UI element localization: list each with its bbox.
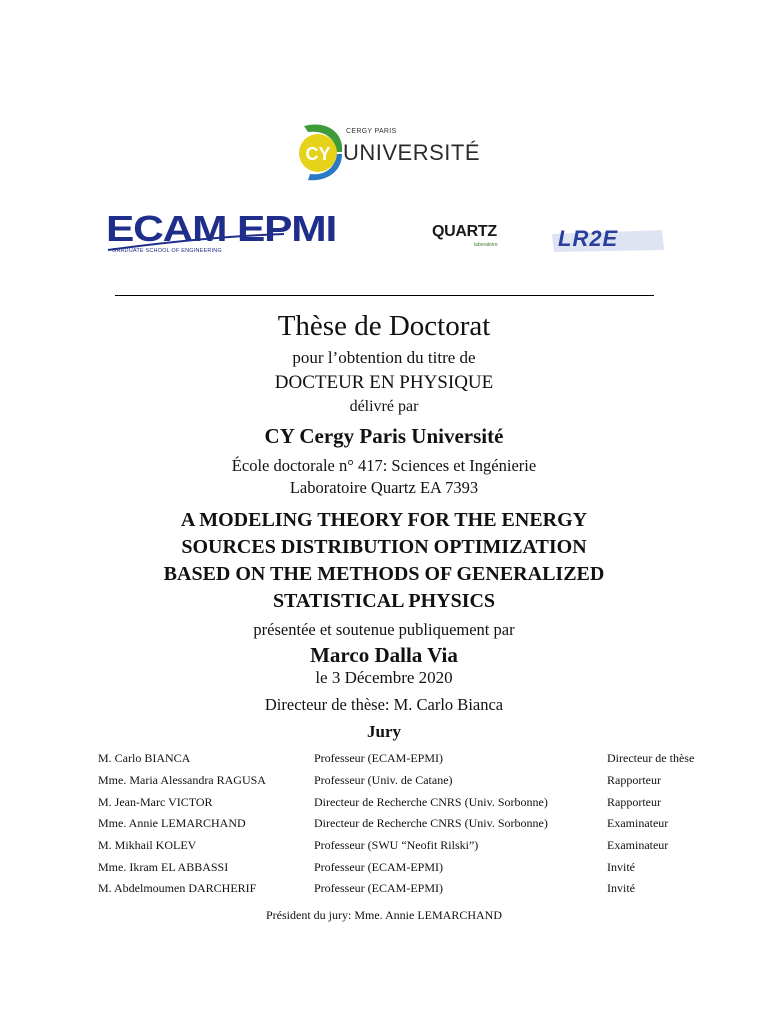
cy-brand-caption: CERGY PARIS — [346, 128, 397, 135]
svg-text:CY: CY — [305, 144, 331, 164]
thesis-director: Directeur de thèse: M. Carlo Bianca — [264, 695, 504, 714]
ecam-epmi-logo — [106, 206, 382, 260]
thesis-title-line: SOURCES DISTRIBUTION OPTIMIZATION — [181, 536, 587, 558]
presented-by: présentée et soutenue publiquement par — [253, 620, 515, 639]
jury-member-title: Professeur (SWU “Neofit Rilski”) — [314, 838, 479, 853]
quartz-logo — [432, 222, 512, 252]
degree-intro: pour l’obtention du titre de — [292, 348, 476, 367]
cy-brand-wordmark: UNIVERSITÉ — [343, 140, 481, 165]
jury-table — [98, 748, 738, 900]
degree-name: DOCTEUR EN PHYSIQUE — [274, 372, 494, 393]
jury-member-name: M. Mikhail KOLEV — [98, 838, 197, 853]
table-row — [98, 791, 738, 813]
jury-member-role: Examinateur — [607, 838, 669, 853]
ecam-wordmark: ECAM EPMI — [106, 208, 337, 249]
jury-member-role: Rapporteur — [607, 794, 661, 809]
jury-member-role: Directeur de thèse — [607, 751, 695, 766]
author-name: Marco Dalla Via — [310, 643, 458, 667]
table-row — [98, 813, 738, 835]
cy-university-logo — [296, 122, 481, 184]
university-name: CY Cergy Paris Université — [264, 424, 504, 448]
thesis-title — [0, 507, 768, 615]
quartz-wordmark: QUARTZ — [432, 223, 497, 240]
jury-member-name: M. Carlo BIANCA — [98, 751, 191, 766]
lr2e-wordmark: LR2E — [558, 226, 619, 251]
page-title: Thèse de Doctorat — [277, 310, 491, 342]
jury-president: Président du jury: Mme. Annie LEMARCHAND — [266, 908, 502, 922]
jury-member-name: Mme. Ikram EL ABBASSI — [98, 859, 229, 874]
table-row — [98, 770, 738, 792]
jury-member-name: Mme. Annie LEMARCHAND — [98, 816, 246, 831]
thesis-title-line: BASED ON THE METHODS OF GENERALIZED — [163, 563, 605, 585]
jury-member-name: M. Jean-Marc VICTOR — [98, 794, 213, 809]
jury-member-title: Professeur (ECAM-EPMI) — [314, 881, 443, 896]
cy-mark-icon — [296, 122, 346, 184]
delivered-by: délivré par — [349, 398, 419, 415]
table-row — [98, 878, 738, 900]
lr2e-logo — [552, 226, 668, 254]
table-row — [98, 856, 738, 878]
header-divider — [115, 295, 654, 296]
jury-member-role: Rapporteur — [607, 773, 661, 788]
jury-member-title: Professeur (ECAM-EPMI) — [314, 751, 443, 766]
laboratory: Laboratoire Quartz EA 7393 — [289, 478, 479, 497]
doctoral-school: École doctorale n° 417: Sciences et Ingénierie — [231, 456, 537, 475]
table-row — [98, 835, 738, 857]
thesis-title-line: STATISTICAL PHYSICS — [272, 590, 496, 612]
table-row — [98, 748, 738, 770]
defense-date: le 3 Décembre 2020 — [315, 668, 453, 687]
jury-member-title: Professeur (ECAM-EPMI) — [314, 859, 443, 874]
jury-member-title: Directeur de Recherche CNRS (Univ. Sorbonne) — [314, 794, 548, 809]
jury-member-title: Directeur de Recherche CNRS (Univ. Sorbonne) — [314, 816, 548, 831]
jury-member-title: Professeur (Univ. de Catane) — [314, 773, 453, 788]
jury-heading: Jury — [367, 722, 401, 741]
jury-member-role: Invité — [607, 859, 635, 874]
jury-member-role: Examinateur — [607, 816, 669, 831]
quartz-tagline: laboratoire — [474, 242, 498, 248]
jury-member-name: M. Abdelmoumen DARCHERIF — [98, 881, 257, 896]
ecam-tagline: GRADUATE SCHOOL OF ENGINEERING — [112, 248, 222, 254]
jury-member-role: Invité — [607, 881, 635, 896]
thesis-title-line: A MODELING THEORY FOR THE ENERGY — [180, 509, 588, 531]
jury-member-name: Mme. Maria Alessandra RAGUSA — [98, 773, 266, 788]
